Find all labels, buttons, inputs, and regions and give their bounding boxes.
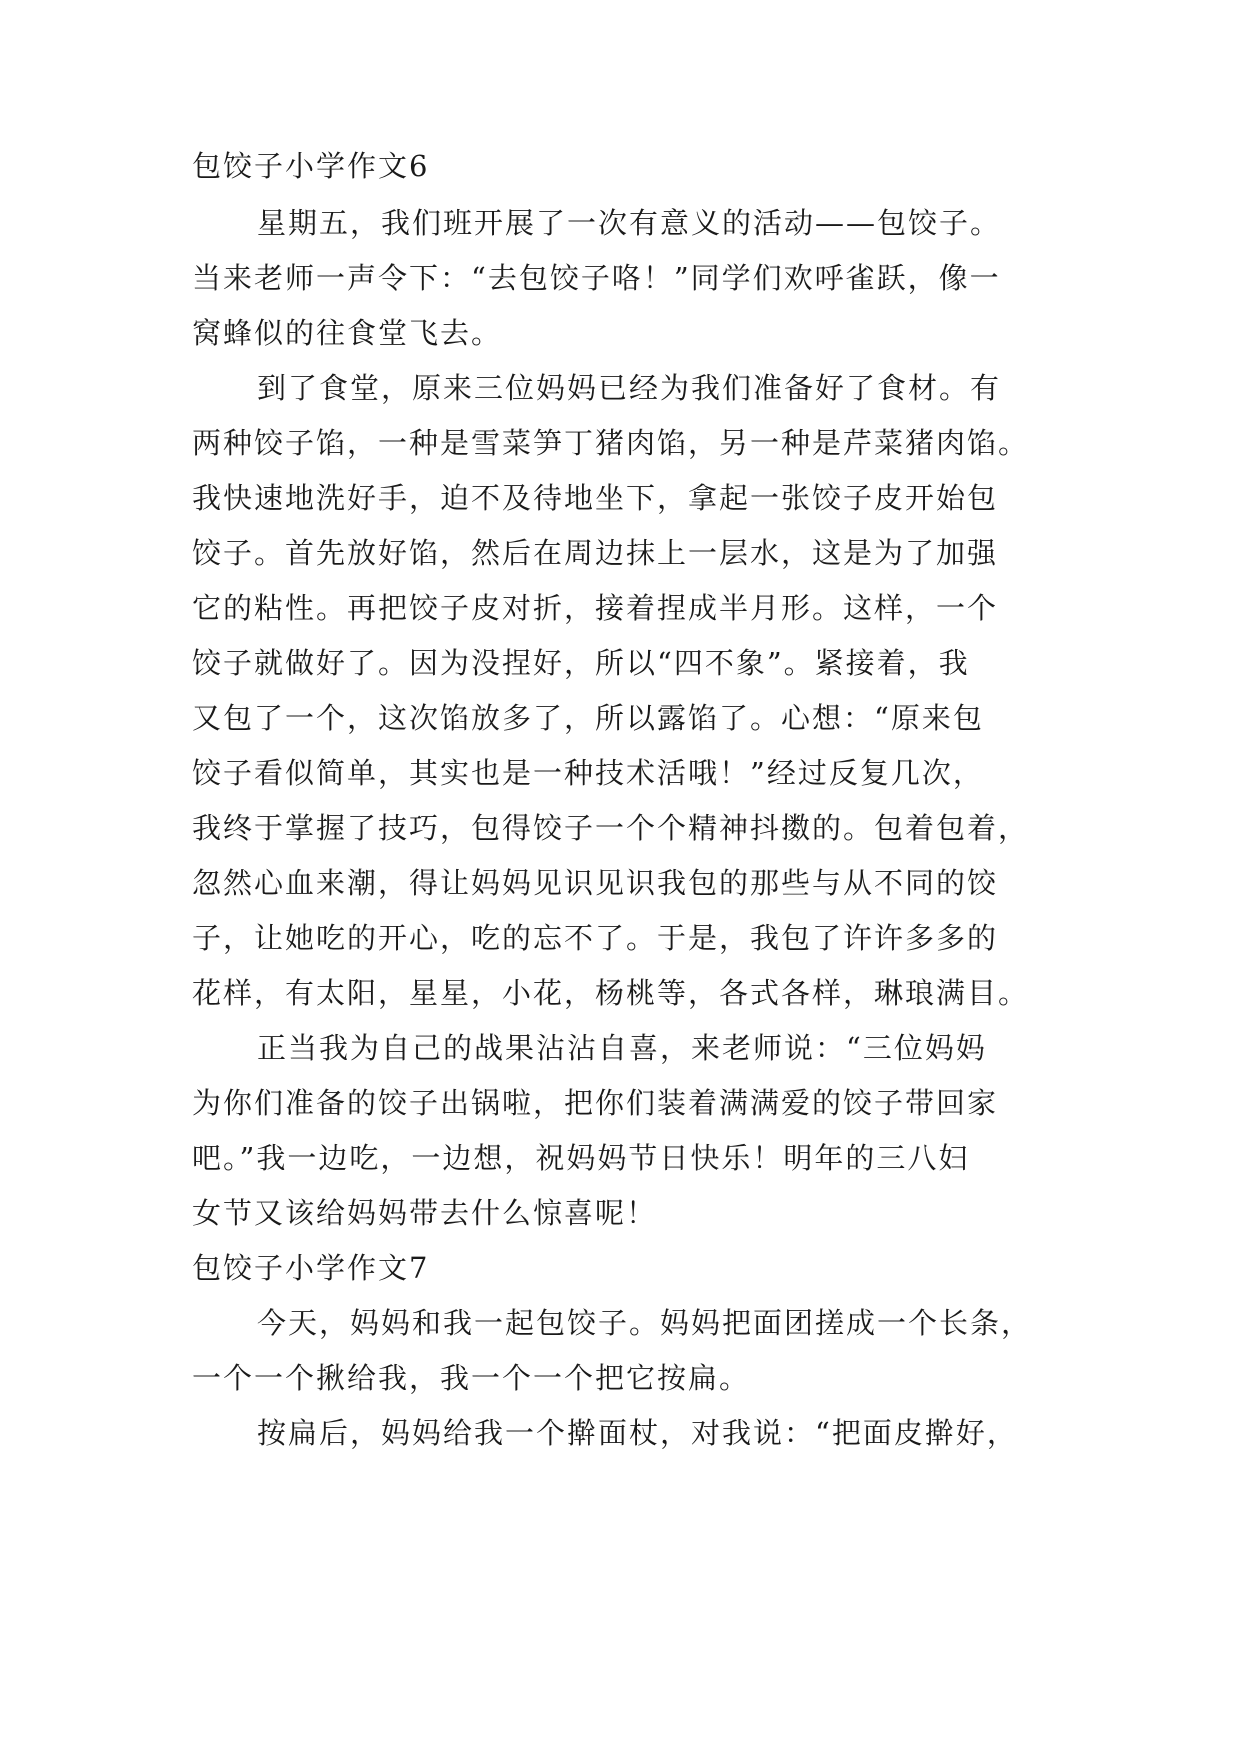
paragraph-line: 饺子就做好了。因为没捏好，所以“四不象”。紧接着，我: [192, 646, 970, 680]
paragraph-line: 两种饺子馅，一种是雪菜笋丁猪肉馅，另一种是芹菜猪肉馅。: [192, 426, 1030, 460]
paragraph-line: 窝蜂似的往食堂飞去。: [192, 316, 503, 350]
paragraph-line: 忽然心血来潮，得让妈妈见识见识我包的那些与从不同的饺: [192, 866, 999, 900]
paragraph-line: 到了食堂，原来三位妈妈已经为我们准备好了食材。有: [257, 371, 1002, 405]
paragraph-line: 今天，妈妈和我一起包饺子。妈妈把面团搓成一个长条，: [257, 1306, 1033, 1340]
paragraph-line: 女节又该给妈妈带去什么惊喜呢！: [192, 1196, 658, 1230]
essay-7-title: 包饺子小学作文7: [192, 1251, 430, 1285]
paragraph-line: 又包了一个，这次馅放多了，所以露馅了。心想：“原来包: [192, 701, 984, 735]
paragraph-line: 子，让她吃的开心，吃的忘不了。于是，我包了许许多多的: [192, 921, 999, 955]
paragraph-line: 星期五，我们班开展了一次有意义的活动——包饺子。: [257, 206, 1002, 240]
paragraph-line: 花样，有太阳，星星，小花，杨桃等，各式各样，琳琅满目。: [192, 976, 1030, 1010]
paragraph-line: 饺子。首先放好馅，然后在周边抹上一层水，这是为了加强: [192, 536, 999, 570]
paragraph-line: 按扁后，妈妈给我一个擀面杖，对我说：“把面皮擀好，: [257, 1416, 1018, 1450]
paragraph-line: 它的粘性。再把饺子皮对折，接着捏成半月形。这样，一个: [192, 591, 999, 625]
essay-6-title: 包饺子小学作文6: [192, 149, 430, 183]
paragraph-line: 饺子看似简单，其实也是一种技术活哦！”经过反复几次，: [192, 756, 984, 790]
paragraph-line: 我快速地洗好手，迫不及待地坐下，拿起一张饺子皮开始包: [192, 481, 999, 515]
paragraph-line: 当来老师一声令下：“去包饺子咯！”同学们欢呼雀跃，像一: [192, 261, 1001, 295]
paragraph-line: 正当我为自己的战果沾沾自喜，来老师说：“三位妈妈: [257, 1031, 987, 1065]
paragraph-line: 为你们准备的饺子出锅啦，把你们装着满满爱的饺子带回家: [192, 1086, 999, 1120]
paragraph-line: 我终于掌握了技巧，包得饺子一个个精神抖擞的。包着包着，: [192, 811, 1030, 845]
paragraph-line: 一个一个揪给我，我一个一个把它按扁。: [192, 1361, 751, 1395]
paragraph-line: 吧。”我一边吃，一边想，祝妈妈节日快乐！明年的三八妇: [192, 1141, 970, 1175]
